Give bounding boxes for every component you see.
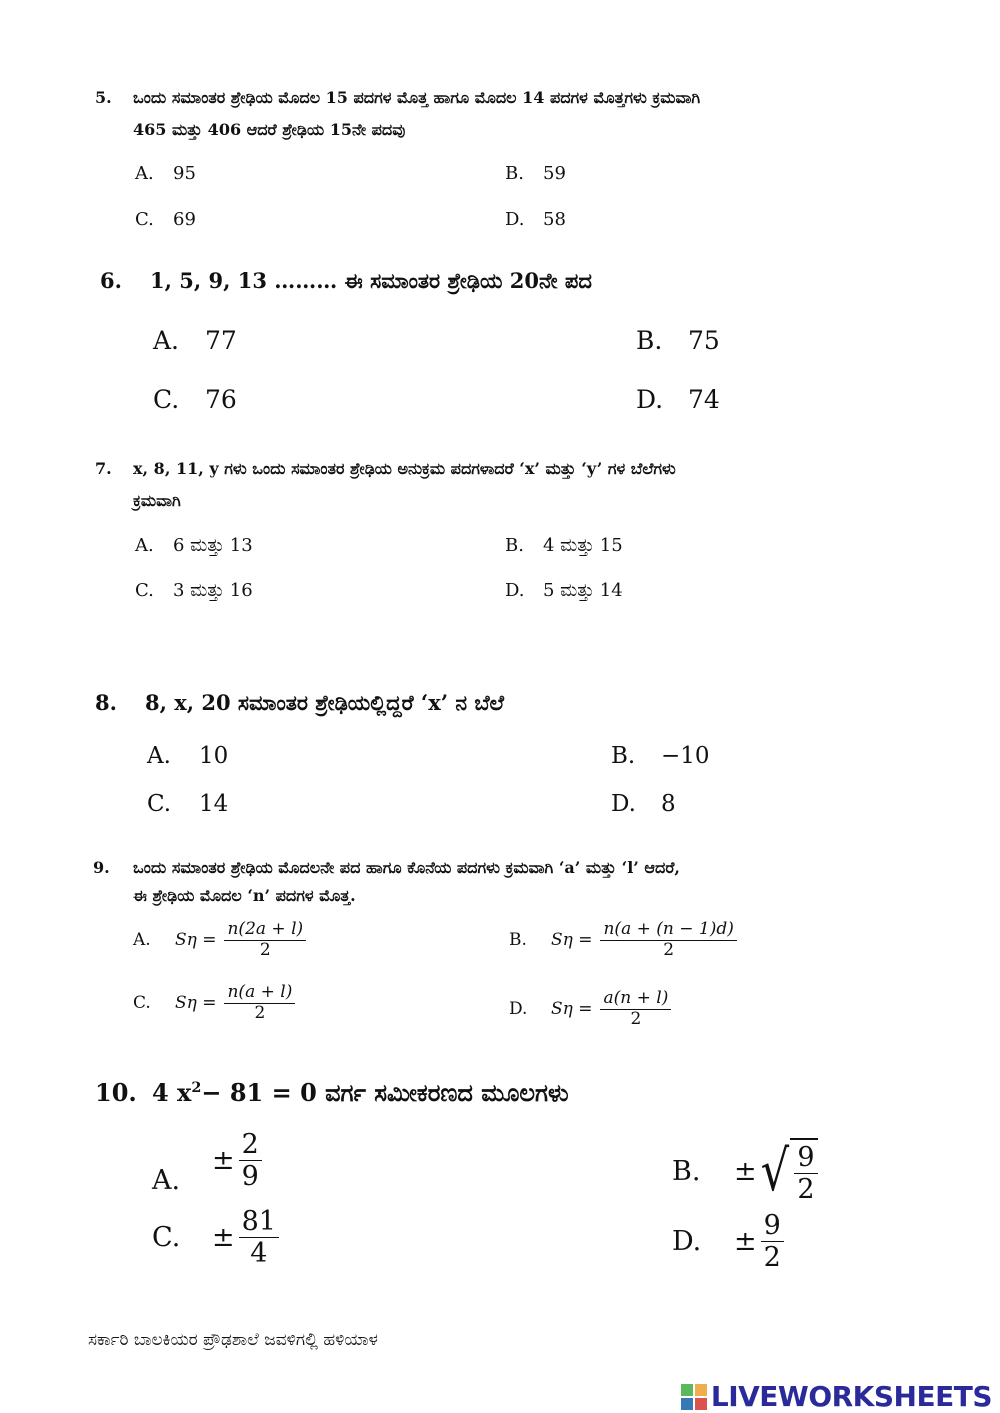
option-d[interactable] xyxy=(636,385,720,414)
fraction-denominator: 2 xyxy=(630,1008,642,1029)
option-label: C. xyxy=(152,1222,181,1254)
question-text: ಕ್ರಮವಾಗಿ xyxy=(133,491,181,510)
option-value: 6 ಮತ್ತು 13 xyxy=(173,535,253,556)
fraction-denominator: 2 xyxy=(259,939,271,960)
option-value: 10 xyxy=(199,743,229,769)
question-number: 6. xyxy=(100,268,122,293)
question-text: x, 8, 11, y ಗಳು ಒಂದು ಸಮಾಂತರ ಶ್ರೇಢಿಯ ಅನುಕ್ರಮ ಪದಗಳಾದರೆ ‘x’ ಮತ್ತು ‘y’ ಗಳ ಬೆಲೆಗಳು xyxy=(133,459,676,478)
question-text xyxy=(152,1078,569,1107)
option-label: A. xyxy=(135,163,154,184)
formula-lhs: Sη = xyxy=(551,930,593,951)
formula-lhs: Sη = xyxy=(175,993,217,1014)
option-label: B. xyxy=(509,930,527,951)
question-text: ಒಂದು ಸಮಾಂತರ ಶ್ರೇಢಿಯ ಮೊದಲ 15 ಪದಗಳ ಮೊತ್ತ ಹಾಗೂ ಮೊದಲ 14 ಪದಗಳ ಮೊತ್ತಗಳು ಕ್ರಮವಾಗಿ xyxy=(133,88,701,107)
equation-lhs: 4 x xyxy=(152,1078,192,1107)
fraction-denominator: 2 xyxy=(663,939,675,960)
option-value: 8 xyxy=(661,791,676,817)
logo-icon xyxy=(681,1384,707,1410)
option-b[interactable] xyxy=(505,163,566,184)
option-a[interactable] xyxy=(135,535,253,556)
option-b[interactable] xyxy=(672,1138,818,1205)
option-d[interactable] xyxy=(611,791,676,817)
option-d[interactable] xyxy=(505,209,566,230)
plus-minus: ± xyxy=(212,1222,235,1254)
fraction xyxy=(794,1142,817,1205)
option-value: 69 xyxy=(173,209,196,230)
option-label: A. xyxy=(133,930,151,951)
fraction-numerator: 2 xyxy=(239,1129,262,1161)
option-c[interactable] xyxy=(135,209,196,230)
plus-minus: ± xyxy=(734,1226,757,1258)
option-value: 95 xyxy=(173,163,196,184)
option-label: A. xyxy=(135,535,154,556)
fraction xyxy=(239,1129,262,1192)
option-b[interactable] xyxy=(505,535,623,556)
question-text: ಈ ಶ್ರೇಢಿಯ ಮೊದಲ ‘n’ ಪದಗಳ ಮೊತ್ತ. xyxy=(133,886,356,905)
option-value: 3 ಮತ್ತು 16 xyxy=(173,580,253,601)
option-c[interactable] xyxy=(152,1206,279,1269)
fraction-denominator: 9 xyxy=(241,1161,259,1192)
option-d[interactable] xyxy=(672,1210,784,1273)
option-label: C. xyxy=(135,580,154,601)
option-value: 5 ಮತ್ತು 14 xyxy=(543,580,623,601)
option-label: B. xyxy=(611,743,636,769)
fraction-numerator: n(a + l) xyxy=(224,983,295,1004)
option-label: C. xyxy=(147,791,172,817)
plus-minus: ± xyxy=(212,1145,235,1176)
option-label: D. xyxy=(636,385,664,414)
square-root xyxy=(757,1138,818,1205)
option-a[interactable] xyxy=(152,1125,262,1196)
formula-lhs: Sη = xyxy=(175,930,217,951)
option-label: D. xyxy=(509,999,528,1020)
liveworksheets-logo[interactable] xyxy=(681,1380,992,1413)
fraction-numerator: n(a + (n − 1)d) xyxy=(600,920,736,941)
school-footer: ಸರ್ಕಾರಿ ಬಾಲಕಿಯರ ಪ್ರೌಢಶಾಲೆ ಜವಳಿಗಲ್ಲಿ ಹಳಿಯಾಳ xyxy=(88,1330,378,1350)
option-value: 77 xyxy=(205,326,237,355)
option-value: 76 xyxy=(205,385,237,414)
fraction xyxy=(239,1206,279,1269)
option-c[interactable] xyxy=(153,385,237,414)
option-label: B. xyxy=(505,535,524,556)
question-number: 8. xyxy=(95,690,117,715)
option-a[interactable] xyxy=(147,743,228,769)
question-text: ಒಂದು ಸಮಾಂತರ ಶ್ರೇಢಿಯ ಮೊದಲನೇ ಪದ ಹಾಗೂ ಕೊನೆಯ ಪದಗಳು ಕ್ರಮವಾಗಿ ‘a’ ಮತ್ತು ‘l’ ಆದರೆ, xyxy=(133,858,680,877)
formula-fraction xyxy=(600,989,671,1029)
formula-fraction xyxy=(600,920,736,960)
option-b[interactable] xyxy=(636,326,720,355)
option-c[interactable] xyxy=(135,580,253,601)
option-c[interactable] xyxy=(147,791,228,817)
option-label: D. xyxy=(505,209,525,230)
fraction-denominator: 4 xyxy=(250,1238,268,1270)
option-d[interactable] xyxy=(509,989,671,1029)
fraction xyxy=(761,1210,784,1273)
option-value: −10 xyxy=(661,743,710,769)
option-value: 4 ಮತ್ತು 15 xyxy=(543,535,623,556)
option-label: B. xyxy=(505,163,524,184)
option-value: 75 xyxy=(688,326,720,355)
fraction-numerator: 9 xyxy=(761,1210,784,1242)
question-text: 8, x, 20 ಸಮಾಂತರ ಶ್ರೇಢಿಯಲ್ಲಿದ್ದರೆ ‘x’ ನ ಬೆಲೆ xyxy=(145,690,504,715)
plus-minus: ± xyxy=(734,1156,757,1188)
fraction-numerator: 81 xyxy=(239,1206,279,1238)
option-value: 59 xyxy=(543,163,566,184)
equation-rest: − 81 = 0 ವರ್ಗ ಸಮೀಕರಣದ ಮೂಲಗಳು xyxy=(201,1078,569,1107)
formula-lhs: Sη = xyxy=(551,999,593,1020)
option-value: 14 xyxy=(199,791,229,817)
question-number: 10. xyxy=(95,1078,137,1107)
question-text: 1, 5, 9, 13 ……… ಈ ಸಮಾಂತರ ಶ್ರೇಢಿಯ 20ನೇ ಪದ xyxy=(150,268,592,293)
option-a[interactable] xyxy=(153,326,237,355)
radical-icon: √ xyxy=(760,1138,789,1204)
option-label: D. xyxy=(672,1226,702,1258)
fraction-numerator: n(2a + l) xyxy=(224,920,306,941)
option-a[interactable] xyxy=(133,920,306,960)
fraction-numerator: 9 xyxy=(794,1142,817,1174)
option-b[interactable] xyxy=(509,920,737,960)
option-d[interactable] xyxy=(505,580,623,601)
option-b[interactable] xyxy=(611,743,710,769)
option-value: 58 xyxy=(543,209,566,230)
option-value: 74 xyxy=(688,385,720,414)
option-label: C. xyxy=(135,209,154,230)
question-text: 465 ಮತ್ತು 406 ಆದರೆ ಶ್ರೇಢಿಯ 15ನೇ ಪದವು xyxy=(133,120,406,139)
formula-fraction xyxy=(224,920,306,960)
formula-fraction xyxy=(224,983,295,1023)
fraction-denominator: 2 xyxy=(797,1174,815,1206)
option-label: B. xyxy=(672,1156,701,1188)
brand-name: LIVEWORKSHEETS xyxy=(710,1380,992,1413)
option-label: C. xyxy=(133,993,151,1014)
option-label: A. xyxy=(147,743,171,769)
option-label: C. xyxy=(153,385,180,414)
question-number: 5. xyxy=(95,88,112,107)
option-c[interactable] xyxy=(133,983,295,1023)
fraction-numerator: a(n + l) xyxy=(600,989,671,1010)
option-label: A. xyxy=(152,1165,181,1196)
option-label: A. xyxy=(153,326,180,355)
question-number: 9. xyxy=(93,858,110,877)
option-label: D. xyxy=(611,791,636,817)
option-label: D. xyxy=(505,580,525,601)
option-label: B. xyxy=(636,326,663,355)
option-a[interactable] xyxy=(135,163,196,184)
fraction-denominator: 2 xyxy=(254,1002,266,1023)
fraction-denominator: 2 xyxy=(763,1242,781,1274)
equation-exponent: 2 xyxy=(191,1079,202,1096)
question-number: 7. xyxy=(95,459,112,478)
